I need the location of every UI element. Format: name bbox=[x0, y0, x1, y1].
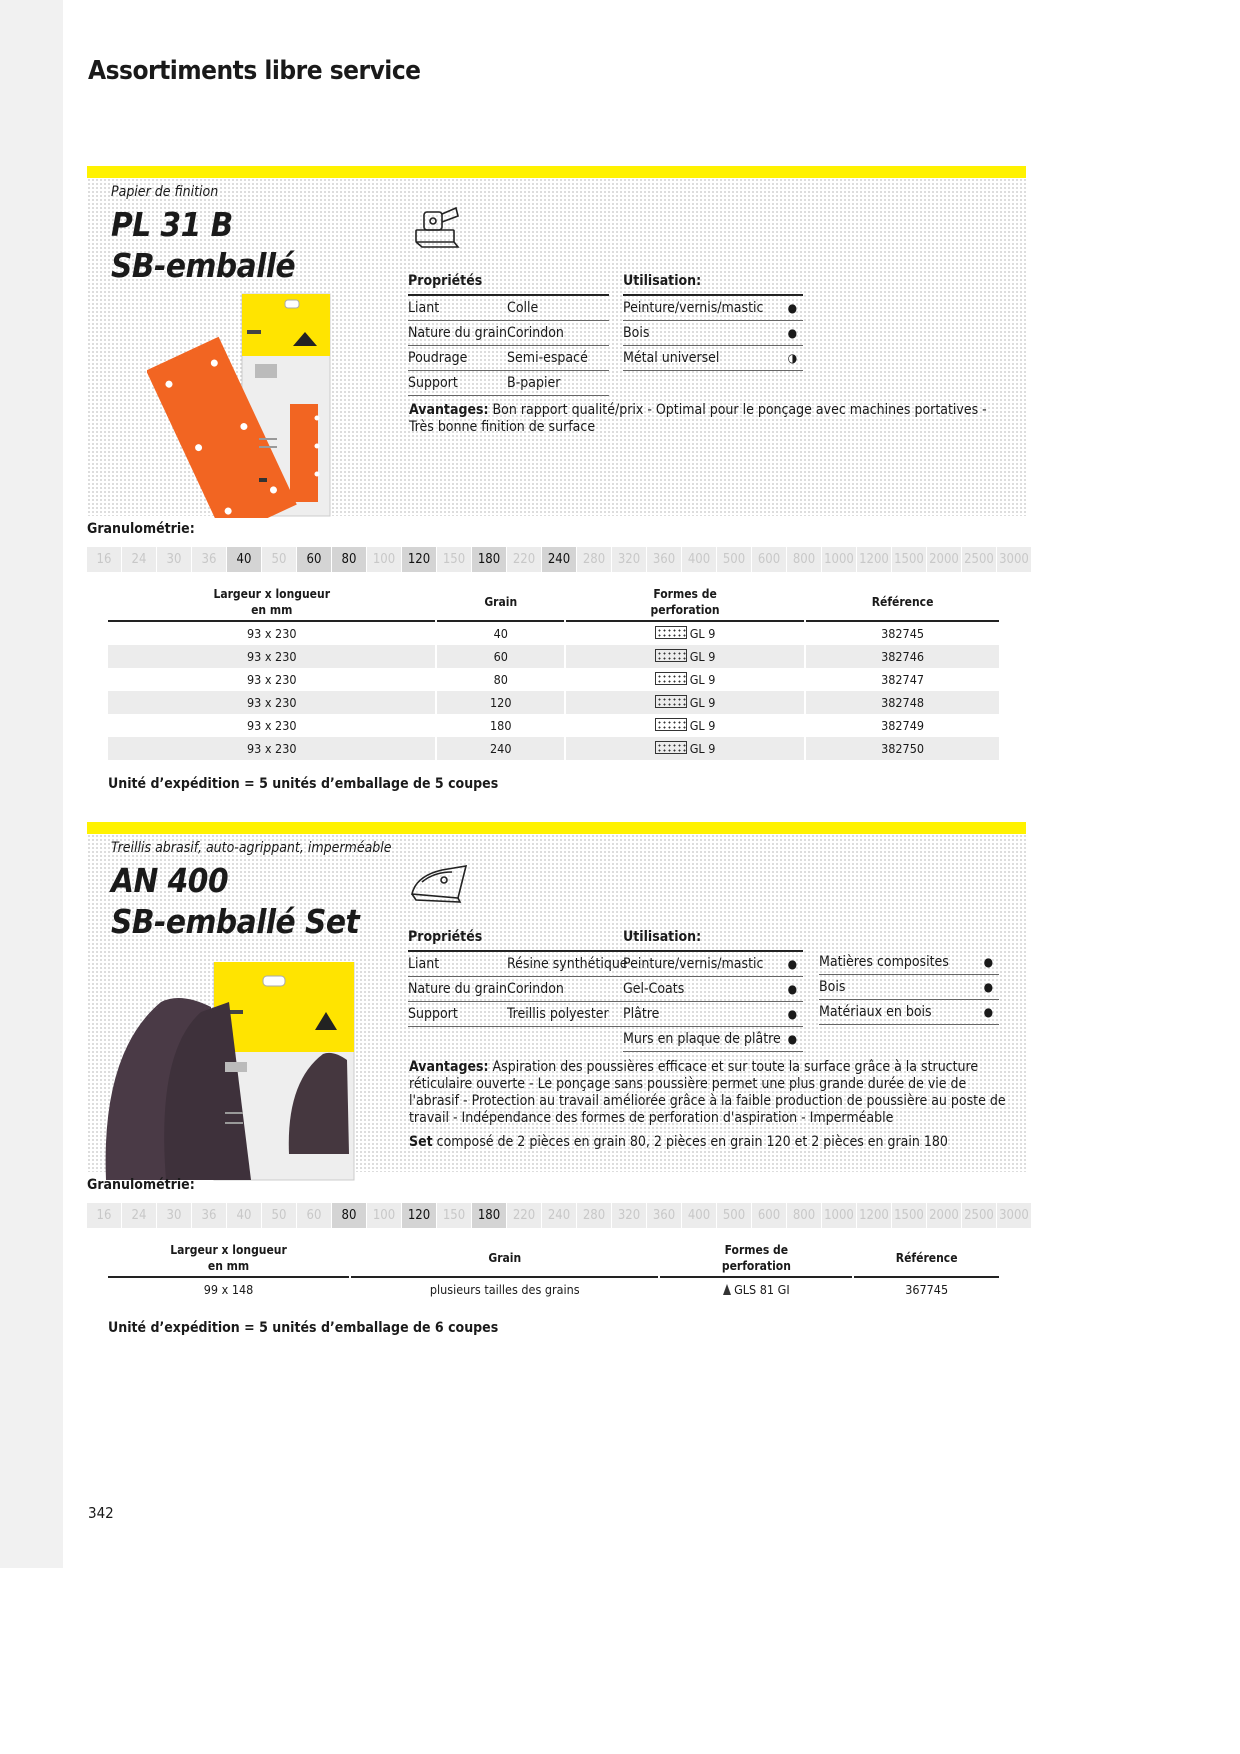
full-circle-icon: ● bbox=[980, 950, 999, 975]
grain-cell: 2000 bbox=[927, 1203, 961, 1228]
full-circle-icon: ● bbox=[787, 951, 803, 977]
property-value: Semi-espacé bbox=[507, 346, 609, 371]
left-margin-strip bbox=[0, 0, 63, 1568]
cell-form bbox=[566, 645, 804, 668]
grain-cell: 280 bbox=[577, 1203, 611, 1228]
grain-cell: 80 bbox=[332, 547, 366, 572]
property-name: Nature du grain bbox=[408, 977, 507, 1002]
half-circle-icon: ◑ bbox=[785, 346, 803, 371]
perforation-code: GL 9 bbox=[689, 672, 716, 687]
property-value: B-papier bbox=[507, 371, 609, 396]
grain-cell: 120 bbox=[402, 1203, 436, 1228]
grain-cell: 220 bbox=[507, 1203, 541, 1228]
usage-item: Plâtre bbox=[623, 1002, 787, 1027]
advantages-label: Avantages: bbox=[409, 1059, 489, 1075]
grain-cell: 280 bbox=[577, 547, 611, 572]
product-band bbox=[87, 834, 1026, 1172]
grain-cell: 1000 bbox=[822, 547, 856, 572]
grain-cell: 100 bbox=[367, 1203, 401, 1228]
product-photo-an400 bbox=[101, 962, 361, 1184]
advantages-text bbox=[409, 1059, 1014, 1127]
property-value: Corindon bbox=[507, 321, 609, 346]
product-title-line2: SB-emballé Set bbox=[111, 902, 360, 941]
table-row bbox=[108, 1278, 999, 1301]
properties-table bbox=[408, 270, 609, 396]
column-header-grain: Grain bbox=[437, 582, 564, 622]
perforation-holes-icon bbox=[655, 626, 687, 639]
cell-ref: 382747 bbox=[881, 672, 924, 687]
grain-cell: 16 bbox=[87, 547, 121, 572]
usage-item: Peinture/vernis/mastic bbox=[623, 951, 787, 977]
product-title-line1: AN 400 bbox=[111, 861, 229, 900]
full-circle-icon: ● bbox=[787, 1027, 803, 1052]
grain-cell: 220 bbox=[507, 547, 541, 572]
grain-cell: 1500 bbox=[892, 1203, 926, 1228]
cell-grain: plusieurs tailles des grains bbox=[429, 1282, 580, 1297]
product-section-an400 bbox=[87, 822, 1029, 1352]
page-number: 342 bbox=[88, 1504, 114, 1522]
specs-table bbox=[106, 582, 1001, 760]
cell-grain: 80 bbox=[493, 672, 508, 687]
grain-cell: 30 bbox=[157, 1203, 191, 1228]
grain-cell: 2000 bbox=[927, 547, 961, 572]
grain-cell: 150 bbox=[437, 1203, 471, 1228]
cell-ref: 382746 bbox=[806, 645, 999, 668]
grain-cell: 600 bbox=[752, 1203, 786, 1228]
usage-item: Bois bbox=[623, 321, 785, 346]
grain-scale bbox=[87, 547, 1031, 572]
grain-cell: 180 bbox=[472, 1203, 506, 1228]
grain-cell: 240 bbox=[542, 547, 576, 572]
product-section-pl31b bbox=[87, 166, 1029, 806]
usage-header-spacer bbox=[819, 926, 999, 950]
page-title: Assortiments libre service bbox=[88, 56, 421, 86]
cell-ref: 382750 bbox=[806, 737, 999, 760]
product-subtitle: Treillis abrasif, auto-agrippant, imperméable bbox=[111, 840, 392, 856]
property-value: Corindon bbox=[507, 977, 628, 1002]
usage-table bbox=[623, 926, 803, 1052]
yellow-header-bar bbox=[87, 166, 1026, 178]
usage-header: Utilisation: bbox=[623, 270, 803, 295]
perforation-holes-icon bbox=[655, 672, 687, 685]
full-circle-icon: ● bbox=[980, 975, 999, 1000]
orbital-sander-icon bbox=[412, 198, 462, 250]
grain-cell: 16 bbox=[87, 1203, 121, 1228]
grain-cell: 2500 bbox=[962, 547, 996, 572]
grain-cell: 24 bbox=[122, 547, 156, 572]
grain-cell: 36 bbox=[192, 547, 226, 572]
cell-form bbox=[660, 1278, 852, 1301]
grain-cell: 500 bbox=[717, 1203, 751, 1228]
column-header-grain: Grain bbox=[351, 1238, 658, 1278]
product-photo-pl31b bbox=[147, 288, 347, 518]
product-title bbox=[111, 860, 359, 942]
shipping-unit: Unité d’expédition = 5 unités d’emballage de 6 coupes bbox=[108, 1320, 499, 1336]
grain-cell: 2500 bbox=[962, 1203, 996, 1228]
full-circle-icon: ● bbox=[785, 295, 803, 321]
cell-grain: 240 bbox=[437, 737, 564, 760]
column-header-size: Largeur x longueur en mm bbox=[108, 582, 435, 622]
grain-cell: 800 bbox=[787, 547, 821, 572]
grain-cell: 1200 bbox=[857, 1203, 891, 1228]
product-title bbox=[111, 204, 295, 286]
grain-cell: 24 bbox=[122, 1203, 156, 1228]
cell-ref: 382748 bbox=[806, 691, 999, 714]
column-header-reference: Référence bbox=[806, 582, 999, 622]
perforation-code: GL 9 bbox=[689, 718, 716, 733]
usage-table-2 bbox=[819, 926, 999, 1025]
grain-cell: 60 bbox=[297, 547, 331, 572]
table-row bbox=[108, 645, 999, 668]
full-circle-icon: ● bbox=[785, 321, 803, 346]
grain-cell: 50 bbox=[262, 1203, 296, 1228]
cell-size: 93 x 230 bbox=[246, 672, 297, 687]
delta-perforation-icon bbox=[723, 1284, 731, 1295]
table-row bbox=[108, 691, 999, 714]
perforation-code: GL 9 bbox=[689, 695, 716, 710]
product-title-line2: SB-emballé bbox=[111, 246, 296, 285]
delta-sander-icon bbox=[408, 854, 470, 906]
table-row bbox=[108, 737, 999, 760]
cell-ref: 382745 bbox=[881, 626, 924, 641]
usage-item: Peinture/vernis/mastic bbox=[623, 295, 785, 321]
cell-grain: 180 bbox=[490, 718, 512, 733]
cell-grain: 40 bbox=[493, 626, 508, 641]
grain-scale bbox=[87, 1203, 1031, 1228]
yellow-header-bar bbox=[87, 822, 1026, 834]
grain-cell: 1500 bbox=[892, 547, 926, 572]
advantages-body: Bon rapport qualité/prix - Optimal pour le ponçage avec machines portatives - Très bonne finition de surface bbox=[409, 402, 987, 435]
product-subtitle: Papier de finition bbox=[111, 184, 219, 200]
column-header-perforation: Formes de perforation bbox=[660, 1238, 852, 1278]
grain-cell: 1200 bbox=[857, 547, 891, 572]
perforation-code: GL 9 bbox=[689, 649, 716, 664]
property-value: Treillis polyester bbox=[507, 1002, 628, 1027]
table-row bbox=[108, 622, 999, 645]
usage-item: Matières composites bbox=[819, 950, 980, 975]
cell-size: 93 x 230 bbox=[108, 645, 435, 668]
usage-item: Métal universel bbox=[623, 346, 785, 371]
specs-table bbox=[106, 1238, 1001, 1301]
column-header-reference: Référence bbox=[854, 1238, 999, 1278]
product-band bbox=[87, 178, 1026, 516]
set-body: composé de 2 pièces en grain 80, 2 pièces en grain 120 et 2 pièces en grain 180 bbox=[432, 1134, 948, 1150]
table-row bbox=[108, 668, 999, 691]
full-circle-icon: ● bbox=[787, 977, 803, 1002]
grain-cell: 240 bbox=[542, 1203, 576, 1228]
perforation-holes-icon bbox=[655, 718, 687, 731]
perforation-holes-icon bbox=[655, 695, 687, 708]
usage-table bbox=[623, 270, 803, 371]
cell-size: 93 x 230 bbox=[246, 718, 297, 733]
perforation-holes-icon bbox=[655, 741, 687, 754]
grain-cell: 800 bbox=[787, 1203, 821, 1228]
grain-cell: 100 bbox=[367, 547, 401, 572]
grain-cell: 320 bbox=[612, 547, 646, 572]
grain-cell: 320 bbox=[612, 1203, 646, 1228]
cell-form bbox=[566, 714, 804, 737]
grain-cell: 360 bbox=[647, 1203, 681, 1228]
full-circle-icon: ● bbox=[980, 1000, 999, 1025]
perforation-code: GL 9 bbox=[689, 741, 716, 756]
grain-cell: 36 bbox=[192, 1203, 226, 1228]
property-name: Support bbox=[408, 371, 507, 396]
cell-form bbox=[566, 737, 804, 760]
cell-form bbox=[566, 668, 804, 691]
cell-ref: 382749 bbox=[881, 718, 924, 733]
cell-form bbox=[566, 622, 804, 645]
grain-cell: 40 bbox=[227, 547, 261, 572]
grain-cell: 500 bbox=[717, 547, 751, 572]
cell-grain: 60 bbox=[437, 645, 564, 668]
perforation-code: GL 9 bbox=[689, 626, 716, 641]
granulometry-label: Granulométrie: bbox=[87, 1177, 195, 1193]
grain-cell: 30 bbox=[157, 547, 191, 572]
usage-item: Murs en plaque de plâtre bbox=[623, 1027, 787, 1052]
cell-size: 93 x 230 bbox=[108, 737, 435, 760]
grain-cell: 1000 bbox=[822, 1203, 856, 1228]
grain-cell: 400 bbox=[682, 547, 716, 572]
grain-cell: 120 bbox=[402, 547, 436, 572]
cell-grain: 120 bbox=[437, 691, 564, 714]
property-value: Résine synthétique bbox=[507, 951, 628, 977]
property-name: Liant bbox=[408, 295, 507, 321]
grain-cell: 150 bbox=[437, 547, 471, 572]
property-name: Nature du grain bbox=[408, 321, 507, 346]
grain-cell: 600 bbox=[752, 547, 786, 572]
usage-item: Bois bbox=[819, 975, 980, 1000]
property-value: Colle bbox=[507, 295, 609, 321]
column-header-size: Largeur x longueur en mm bbox=[108, 1238, 349, 1278]
properties-header: Propriétés bbox=[408, 926, 628, 951]
product-title-line1: PL 31 B bbox=[111, 205, 233, 244]
usage-item: Gel-Coats bbox=[623, 977, 787, 1002]
grain-cell: 40 bbox=[227, 1203, 261, 1228]
usage-item: Matériaux en bois bbox=[819, 1000, 980, 1025]
grain-cell: 3000 bbox=[997, 547, 1031, 572]
cell-ref: 367745 bbox=[905, 1282, 949, 1297]
property-name: Liant bbox=[408, 951, 507, 977]
property-name: Poudrage bbox=[408, 346, 507, 371]
cell-form bbox=[566, 691, 804, 714]
granulometry-label: Granulométrie: bbox=[87, 521, 195, 537]
grain-cell: 80 bbox=[332, 1203, 366, 1228]
set-label: Set bbox=[409, 1134, 433, 1150]
grain-cell: 360 bbox=[647, 547, 681, 572]
shipping-unit: Unité d’expédition = 5 unités d’emballage de 5 coupes bbox=[108, 776, 499, 792]
cell-size: 99 x 148 bbox=[203, 1282, 254, 1297]
advantages-body: Aspiration des poussières efficace et sur toute la surface grâce à la structure réticulaire ouverte - Le ponçage sans poussière permet une plus grande durée de vie de l'abrasif - Protection au travail améliorée grâce à la faible production de poussière au poste de travail - Indépendance des formes de perforation d'aspiration - Imperméable bbox=[409, 1059, 1006, 1126]
properties-header: Propriétés bbox=[408, 270, 609, 295]
cell-size: 93 x 230 bbox=[108, 691, 435, 714]
grain-cell: 60 bbox=[297, 1203, 331, 1228]
advantages-label: Avantages: bbox=[409, 402, 489, 418]
properties-table bbox=[408, 926, 628, 1027]
grain-cell: 400 bbox=[682, 1203, 716, 1228]
grain-cell: 3000 bbox=[997, 1203, 1031, 1228]
table-row bbox=[108, 714, 999, 737]
grain-cell: 50 bbox=[262, 547, 296, 572]
usage-header: Utilisation: bbox=[623, 926, 803, 951]
grain-cell: 180 bbox=[472, 547, 506, 572]
full-circle-icon: ● bbox=[787, 1002, 803, 1027]
perforation-holes-icon bbox=[655, 649, 687, 662]
column-header-perforation: Formes de perforation bbox=[566, 582, 804, 622]
set-text bbox=[409, 1134, 1014, 1151]
perforation-code: GLS 81 GI bbox=[734, 1282, 790, 1297]
property-name: Support bbox=[408, 1002, 507, 1027]
cell-size: 93 x 230 bbox=[246, 626, 297, 641]
advantages-text bbox=[409, 402, 1009, 436]
